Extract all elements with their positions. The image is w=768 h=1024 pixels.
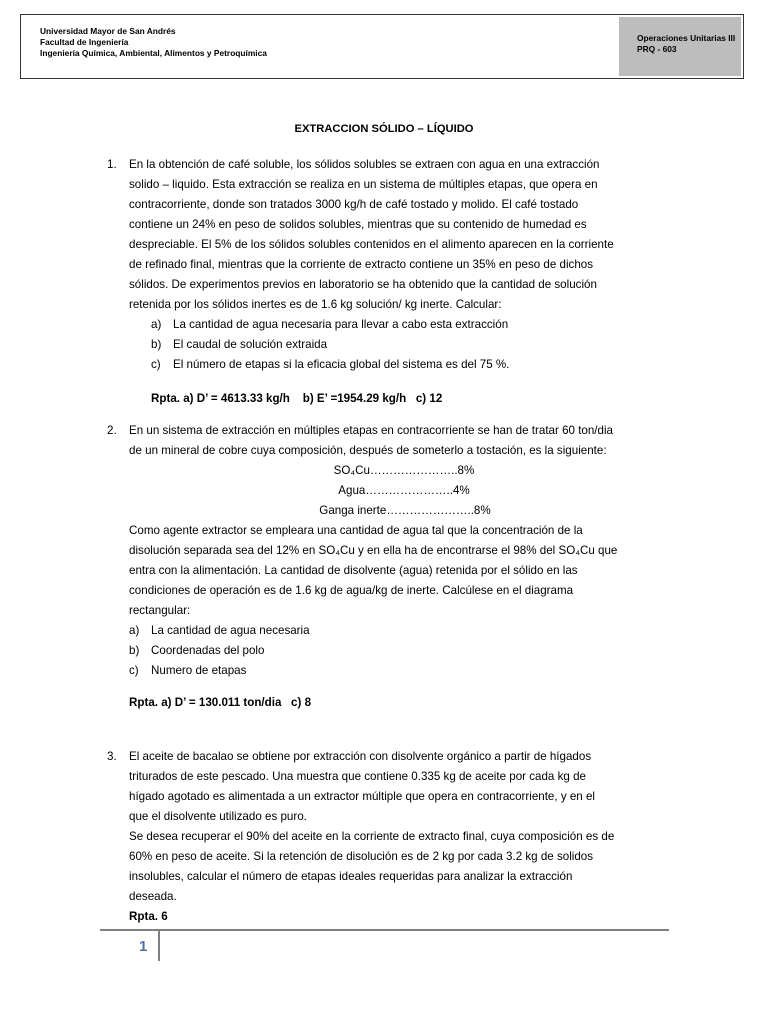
list-item bbox=[129, 641, 264, 661]
text-line: disolución separada sea del 12% en SO₄Cu y en ella ha de encontrarse el 98% del SO₄Cu que bbox=[129, 544, 618, 557]
text-line: que el disolvente utilizado es puro. bbox=[129, 810, 307, 823]
list-item bbox=[129, 661, 246, 681]
text-line: Se desea recuperar el 90% del aceite en la corriente de extracto final, cuya composición es de bbox=[129, 830, 615, 843]
problem-number: 3. bbox=[107, 750, 117, 763]
text-line: hígado agotado es alimentada a un extractor múltiple que opera en contracorriente, y en el bbox=[129, 790, 595, 803]
answer: Rpta. a) D’ = 4613.33 kg/h b) E’ =1954.29 kg/h c) 12 bbox=[151, 392, 443, 405]
footer-separator bbox=[158, 931, 160, 961]
text-line: sólidos. De experimentos previos en laboratorio se ha obtenido que la cantidad de solución bbox=[129, 278, 597, 291]
text-line: solido – liquido. Esta extracción se realiza en un sistema de múltiples etapas, que opera en bbox=[129, 178, 598, 191]
text-line: de refinado final, mientras que la corriente de extracto contiene un 35% en peso de dichos bbox=[129, 258, 594, 271]
text-line: triturados de este pescado. Una muestra que contiene 0.335 kg de aceite por cada kg de bbox=[129, 770, 586, 783]
text-line: retenida por los sólidos inertes es de 1.6 kg solución/ kg inerte. Calcular: bbox=[129, 298, 502, 311]
problem-number: 1. bbox=[107, 158, 117, 171]
text-line: de un mineral de cobre cuya composición, después de someterlo a tostación, es la siguiente: bbox=[129, 444, 607, 457]
answer: Rpta. a) D’ = 130.011 ton/dia c) 8 bbox=[129, 696, 312, 709]
text-line: El aceite de bacalao se obtiene por extracción con disolvente orgánico a partir de hígados bbox=[129, 750, 592, 763]
problem-2-text bbox=[129, 421, 669, 461]
university-name: Universidad Mayor de San Andrés bbox=[40, 26, 176, 36]
text-line: despreciable. El 5% de los sólidos solubles contenidos en el alimento aparecen en la corriente bbox=[129, 238, 614, 251]
text-line: insolubles, calcular el número de etapas ideales requeridas para analizar la extracción bbox=[129, 870, 573, 883]
problem-1-text bbox=[129, 155, 669, 315]
list-item bbox=[151, 315, 508, 335]
text-line: En un sistema de extracción en múltiples etapas en contracorriente se han de tratar 60 ton/dia bbox=[129, 424, 613, 437]
text-line: contracorriente, donde son tratados 3000 kg/h de café tostado y molido. El café tostado bbox=[129, 198, 579, 211]
list-item-text: El número de etapas si la eficacia global del sistema es del 75 %. bbox=[173, 358, 510, 371]
text-line: Como agente extractor se empleara una cantidad de agua tal que la concentración de la bbox=[129, 524, 583, 537]
text-line: entra con la alimentación. La cantidad de disolvente (agua) retenida por el sólido en las bbox=[129, 564, 578, 577]
problem-3-text bbox=[129, 747, 669, 927]
department-name: Ingeniería Química, Ambiental, Alimentos y Petroquímica bbox=[40, 48, 267, 58]
list-item-label: c) bbox=[151, 358, 161, 371]
composition-line: Agua…………………..4% bbox=[338, 484, 470, 497]
text-line: contiene un 24% en peso de solidos solubles, mientras que su contenido de humedad es bbox=[129, 218, 587, 231]
list-item-text: La cantidad de agua necesaria para llevar a cabo esta extracción bbox=[173, 318, 509, 331]
document-title: EXTRACCION SÓLIDO – LÍQUIDO bbox=[294, 123, 474, 135]
list-item bbox=[151, 355, 509, 375]
faculty-name: Facultad de Ingeniería bbox=[40, 37, 129, 47]
list-item bbox=[129, 621, 310, 641]
page-number: 1 bbox=[139, 938, 148, 955]
composition-line: SO₄Cu…………………..8% bbox=[333, 464, 475, 477]
footer-divider bbox=[100, 929, 669, 931]
institution-block bbox=[23, 17, 623, 76]
list-item-label: c) bbox=[129, 664, 139, 677]
list-item-text: Coordenadas del polo bbox=[151, 644, 265, 657]
course-name: Operaciones Unitarias III bbox=[637, 33, 736, 43]
course-block bbox=[619, 17, 741, 76]
text-line: rectangular: bbox=[129, 604, 191, 617]
list-item-label: b) bbox=[129, 644, 140, 657]
document-header bbox=[20, 14, 744, 79]
course-code: PRQ - 603 bbox=[637, 44, 677, 54]
composition-line: Ganga inerte…………………..8% bbox=[319, 504, 491, 517]
list-item bbox=[151, 335, 327, 355]
problem-2-text-continued bbox=[129, 521, 669, 621]
problem-number: 2. bbox=[107, 424, 117, 437]
text-line: condiciones de operación es de 1.6 kg de agua/kg de inerte. Calcúlese en el diagrama bbox=[129, 584, 574, 597]
list-item-text: Numero de etapas bbox=[151, 664, 247, 677]
list-item-label: a) bbox=[151, 318, 162, 331]
answer: Rpta. 6 bbox=[129, 910, 168, 923]
list-item-text: La cantidad de agua necesaria bbox=[151, 624, 310, 637]
list-item-label: a) bbox=[129, 624, 140, 637]
text-line: En la obtención de café soluble, los sólidos solubles se extraen con agua en una extracción bbox=[129, 158, 600, 171]
text-line: 60% en peso de aceite. Si la retención de disolución es de 2 kg por cada 3.2 kg de solidos bbox=[129, 850, 594, 863]
list-item-text: El caudal de solución extraida bbox=[173, 338, 328, 351]
text-line: deseada. bbox=[129, 890, 177, 903]
list-item-label: b) bbox=[151, 338, 162, 351]
